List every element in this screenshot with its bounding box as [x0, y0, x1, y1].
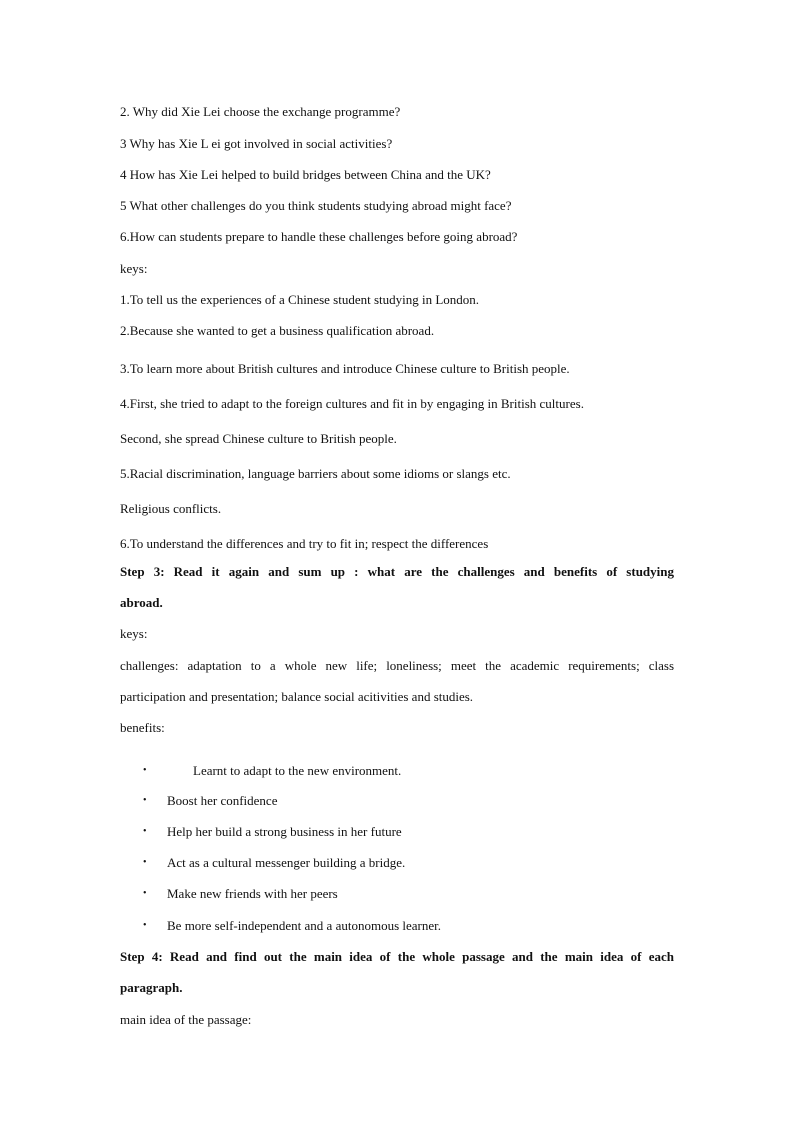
step-3-heading-line-2: abroad.: [120, 595, 163, 610]
answer-6: 6.To understand the differences and try to fit in; respect the differences: [120, 536, 489, 551]
bullet-icon: •: [143, 765, 147, 776]
answer-3: 3.To learn more about British cultures and introduce Chinese culture to British people.: [120, 361, 570, 376]
list-item: • Help her build a strong business in her future: [143, 824, 402, 839]
list-item: • Boost her confidence: [143, 793, 278, 808]
bullet-icon: •: [143, 795, 147, 806]
main-idea-label: main idea of the passage:: [120, 1012, 252, 1027]
question-6: 6.How can students prepare to handle these challenges before going abroad?: [120, 229, 518, 244]
answer-5-continued: Religious conflicts.: [120, 501, 222, 516]
challenges-line-1: challenges: adaptation to a whole new life; loneliness; meet the academic requirements; class: [120, 658, 674, 673]
answer-1: 1.To tell us the experiences of a Chinese student studying in London.: [120, 292, 480, 307]
question-5: 5 What other challenges do you think students studying abroad might face?: [120, 198, 512, 213]
question-2: 2. Why did Xie Lei choose the exchange programme?: [120, 104, 401, 119]
question-3: 3 Why has Xie L ei got involved in social activities?: [120, 136, 393, 151]
list-item: • Act as a cultural messenger building a bridge.: [143, 855, 406, 870]
bullet-icon: •: [143, 857, 147, 868]
answer-4: 4.First, she tried to adapt to the foreign cultures and fit in by engaging in British cultures.: [120, 396, 584, 411]
keys-label: keys:: [120, 626, 148, 641]
step-3-heading-line-1: Step 3: Read it again and sum up : what are the challenges and benefits of studying: [120, 564, 674, 579]
challenges-line-2: participation and presentation; balance social acitivities and studies.: [120, 689, 474, 704]
bullet-icon: •: [143, 888, 147, 899]
list-item: • Make new friends with her peers: [143, 886, 338, 901]
question-4: 4 How has Xie Lei helped to build bridges between China and the UK?: [120, 167, 491, 182]
list-item: • Learnt to adapt to the new environment.: [143, 763, 402, 778]
step-4-heading-line-2: paragraph.: [120, 980, 183, 995]
bullet-icon: •: [143, 920, 147, 931]
answer-2: 2.Because she wanted to get a business qualification abroad.: [120, 323, 435, 338]
answer-5: 5.Racial discrimination, language barriers about some idioms or slangs etc.: [120, 466, 511, 481]
benefits-label: benefits:: [120, 720, 165, 735]
list-item: • Be more self-independent and a autonomous learner.: [143, 918, 441, 933]
keys-label: keys:: [120, 261, 148, 276]
step-4-heading-line-1: Step 4: Read and find out the main idea of the whole passage and the main idea of each: [120, 949, 674, 964]
bullet-icon: •: [143, 826, 147, 837]
answer-4-continued: Second, she spread Chinese culture to British people.: [120, 431, 397, 446]
